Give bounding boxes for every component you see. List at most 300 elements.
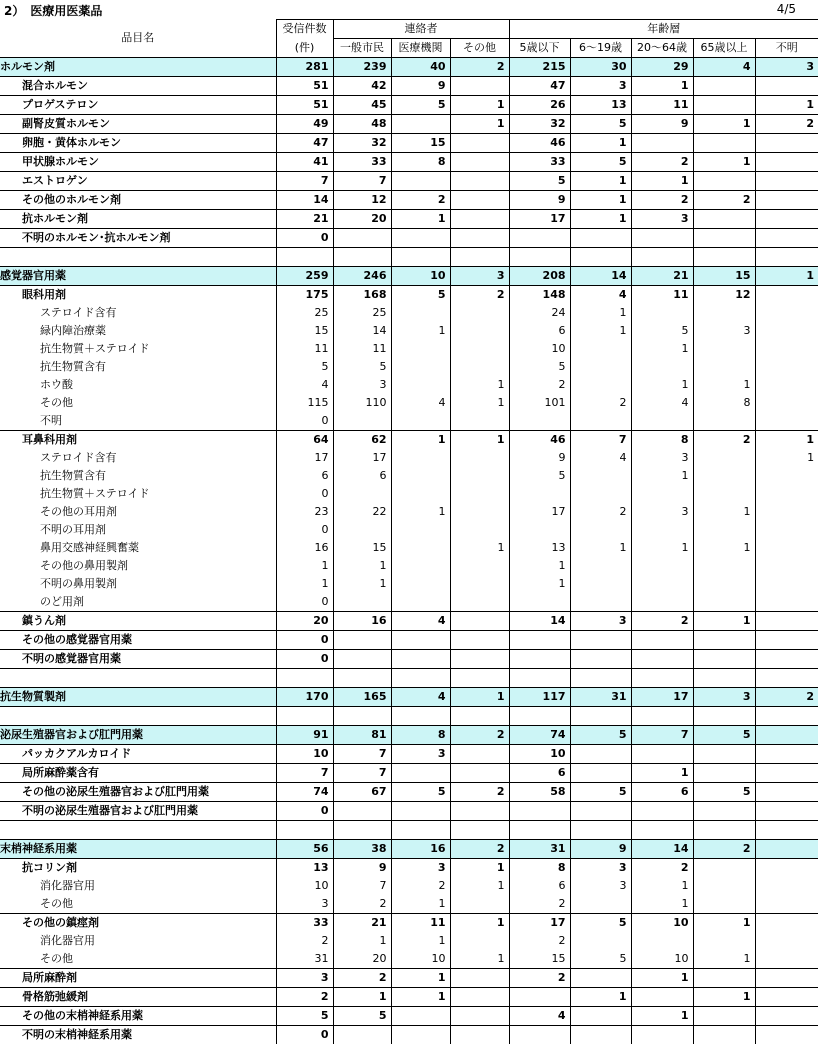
value-cell: 2 xyxy=(509,895,570,914)
empty-cell xyxy=(391,248,450,267)
value-cell xyxy=(333,802,391,821)
value-cell: 5 xyxy=(391,286,450,305)
value-cell: 1 xyxy=(391,969,450,988)
value-cell xyxy=(450,557,509,575)
value-cell: 1 xyxy=(631,969,693,988)
empty-cell xyxy=(0,248,276,267)
value-cell xyxy=(693,304,755,322)
header-col-age-20-64: 20～64歳 xyxy=(631,39,693,58)
value-cell: 0 xyxy=(276,412,333,431)
value-cell xyxy=(450,358,509,376)
value-cell: 9 xyxy=(631,115,693,134)
value-cell xyxy=(509,988,570,1007)
value-cell: 10 xyxy=(276,877,333,895)
value-cell: 1 xyxy=(570,304,631,322)
value-cell xyxy=(693,358,755,376)
value-cell: 17 xyxy=(509,210,570,229)
value-cell xyxy=(693,340,755,358)
value-cell: 4 xyxy=(570,286,631,305)
item-name-cell: 抗ホルモン剤 xyxy=(0,210,276,229)
value-cell xyxy=(570,1007,631,1026)
value-cell: 1 xyxy=(333,557,391,575)
value-cell xyxy=(333,521,391,539)
empty-cell xyxy=(570,669,631,688)
value-cell: 2 xyxy=(693,840,755,859)
item-name-cell: 泌尿生殖器官および肛門用薬 xyxy=(0,726,276,745)
item-name-cell: 眼科用剤 xyxy=(0,286,276,305)
spacer-row xyxy=(0,707,818,726)
item-name-cell: 卵胞・黄体ホルモン xyxy=(0,134,276,153)
value-cell xyxy=(509,650,570,669)
section-title: 2） 医療用医薬品 xyxy=(4,4,103,18)
value-cell: 7 xyxy=(276,764,333,783)
value-cell: 246 xyxy=(333,267,391,286)
value-cell: 48 xyxy=(333,115,391,134)
item-name-cell: 鼻用交感神経興奮薬 xyxy=(40,541,139,554)
value-cell: 1 xyxy=(391,895,450,914)
value-cell: 4 xyxy=(693,58,755,77)
value-cell xyxy=(755,376,818,394)
value-cell xyxy=(391,764,450,783)
value-cell: 5 xyxy=(276,358,333,376)
value-cell xyxy=(450,745,509,764)
value-cell xyxy=(570,895,631,914)
item-name-cell: ホウ酸 xyxy=(40,378,73,391)
value-cell: 58 xyxy=(509,783,570,802)
value-cell: 5 xyxy=(391,783,450,802)
value-cell: 4 xyxy=(391,688,450,707)
value-cell: 2 xyxy=(631,191,693,210)
value-cell xyxy=(333,1026,391,1045)
value-cell: 7 xyxy=(276,172,333,191)
table-row xyxy=(0,575,818,593)
value-cell: 1 xyxy=(570,210,631,229)
item-name-cell: その他の鎮痙剤 xyxy=(0,914,276,933)
value-cell xyxy=(631,650,693,669)
item-name-cell: 不明のホルモン･抗ホルモン剤 xyxy=(0,229,276,248)
item-name-cell: 耳鼻科用剤 xyxy=(0,431,276,450)
value-cell: 1 xyxy=(631,877,693,895)
value-cell xyxy=(450,153,509,172)
item-name-cell: 感覚器官用薬 xyxy=(0,267,276,286)
value-cell: 1 xyxy=(333,932,391,950)
spacer-row xyxy=(0,669,818,688)
value-cell: 101 xyxy=(509,394,570,412)
value-cell: 1 xyxy=(391,431,450,450)
value-cell: 7 xyxy=(631,726,693,745)
value-cell xyxy=(631,304,693,322)
value-cell xyxy=(391,172,450,191)
item-name-cell: 甲状腺ホルモン xyxy=(0,153,276,172)
value-cell: 5 xyxy=(570,153,631,172)
value-cell xyxy=(693,593,755,612)
value-cell: 5 xyxy=(391,96,450,115)
table-row xyxy=(0,449,818,467)
empty-cell xyxy=(391,821,450,840)
table-row xyxy=(0,77,818,96)
category-row xyxy=(0,688,818,707)
value-cell: 0 xyxy=(276,1026,333,1045)
value-cell xyxy=(693,631,755,650)
value-cell: 16 xyxy=(276,539,333,557)
value-cell: 6 xyxy=(509,877,570,895)
value-cell: 5 xyxy=(693,726,755,745)
value-cell: 2 xyxy=(333,895,391,914)
item-name-cell: その他の末梢神経系用薬 xyxy=(0,1007,276,1026)
item-name-cell: その他の感覚器官用薬 xyxy=(0,631,276,650)
table-row xyxy=(0,783,818,802)
value-cell: 15 xyxy=(693,267,755,286)
value-cell: 14 xyxy=(333,322,391,340)
value-cell: 175 xyxy=(276,286,333,305)
table-row xyxy=(0,557,818,575)
value-cell xyxy=(391,575,450,593)
value-cell xyxy=(755,172,818,191)
empty-cell xyxy=(450,248,509,267)
empty-cell xyxy=(509,821,570,840)
value-cell xyxy=(570,764,631,783)
value-cell xyxy=(631,358,693,376)
item-name-cell: エストロゲン xyxy=(0,172,276,191)
value-cell: 74 xyxy=(276,783,333,802)
value-cell xyxy=(693,895,755,914)
value-cell: 9 xyxy=(391,77,450,96)
value-cell: 1 xyxy=(693,612,755,631)
empty-cell xyxy=(0,707,276,726)
value-cell xyxy=(391,467,450,485)
value-cell xyxy=(755,485,818,503)
value-cell xyxy=(631,988,693,1007)
value-cell xyxy=(333,593,391,612)
table-row xyxy=(0,914,818,933)
value-cell: 47 xyxy=(509,77,570,96)
value-cell: 4 xyxy=(391,394,450,412)
value-cell: 1 xyxy=(333,988,391,1007)
header-contact: 連絡者 xyxy=(333,20,509,39)
value-cell xyxy=(631,557,693,575)
value-cell xyxy=(450,340,509,358)
item-name-cell: ステロイド含有 xyxy=(40,306,117,319)
item-name-cell: 不明の泌尿生殖器官および肛門用薬 xyxy=(0,802,276,821)
value-cell xyxy=(450,322,509,340)
table-row xyxy=(0,745,818,764)
value-cell: 26 xyxy=(509,96,570,115)
value-cell: 5 xyxy=(509,467,570,485)
value-cell xyxy=(693,467,755,485)
value-cell: 64 xyxy=(276,431,333,450)
value-cell: 15 xyxy=(509,950,570,969)
value-cell: 2 xyxy=(570,394,631,412)
value-cell: 31 xyxy=(276,950,333,969)
value-cell xyxy=(755,631,818,650)
value-cell xyxy=(450,172,509,191)
value-cell: 10 xyxy=(631,914,693,933)
value-cell xyxy=(333,229,391,248)
value-cell xyxy=(391,358,450,376)
item-name-cell: 不明の感覚器官用薬 xyxy=(0,650,276,669)
table-row xyxy=(0,229,818,248)
value-cell: 13 xyxy=(570,96,631,115)
table-row xyxy=(0,802,818,821)
value-cell: 1 xyxy=(693,914,755,933)
header-col-age-65: 65歳以上 xyxy=(693,39,755,58)
value-cell xyxy=(450,895,509,914)
table-row xyxy=(0,969,818,988)
value-cell xyxy=(570,412,631,431)
value-cell: 9 xyxy=(509,191,570,210)
value-cell xyxy=(693,969,755,988)
value-cell xyxy=(450,593,509,612)
value-cell xyxy=(391,539,450,557)
value-cell: 5 xyxy=(509,358,570,376)
value-cell xyxy=(450,802,509,821)
value-cell: 1 xyxy=(276,575,333,593)
value-cell: 5 xyxy=(631,322,693,340)
table-row xyxy=(0,764,818,783)
value-cell xyxy=(693,172,755,191)
empty-cell xyxy=(693,821,755,840)
value-cell xyxy=(509,485,570,503)
value-cell: 1 xyxy=(693,115,755,134)
value-cell: 38 xyxy=(333,840,391,859)
item-name-cell: 局所麻酔薬含有 xyxy=(0,764,276,783)
value-cell: 1 xyxy=(570,172,631,191)
table-header xyxy=(0,20,818,58)
value-cell xyxy=(755,394,818,412)
value-cell: 10 xyxy=(391,267,450,286)
value-cell xyxy=(509,1026,570,1045)
value-cell xyxy=(755,77,818,96)
value-cell: 3 xyxy=(570,877,631,895)
value-cell: 4 xyxy=(509,1007,570,1026)
value-cell: 3 xyxy=(450,267,509,286)
value-cell: 45 xyxy=(333,96,391,115)
item-name-cell: その他 xyxy=(40,396,73,409)
value-cell: 17 xyxy=(509,914,570,933)
table-row xyxy=(0,304,818,322)
value-cell: 1 xyxy=(450,115,509,134)
table-row xyxy=(0,988,818,1007)
value-cell: 16 xyxy=(333,612,391,631)
value-cell: 7 xyxy=(333,745,391,764)
value-cell: 1 xyxy=(693,539,755,557)
value-cell: 31 xyxy=(509,840,570,859)
table-row xyxy=(0,172,818,191)
empty-cell xyxy=(276,669,333,688)
value-cell: 3 xyxy=(570,77,631,96)
table-row xyxy=(0,539,818,557)
header-col-other: その他 xyxy=(450,39,509,58)
value-cell: 2 xyxy=(391,191,450,210)
empty-cell xyxy=(333,707,391,726)
value-cell xyxy=(693,745,755,764)
value-cell xyxy=(450,521,509,539)
value-cell xyxy=(450,134,509,153)
value-cell: 8 xyxy=(631,431,693,450)
value-cell: 1 xyxy=(509,575,570,593)
empty-cell xyxy=(509,707,570,726)
header-received: 受信件数 xyxy=(276,20,333,39)
value-cell xyxy=(450,191,509,210)
value-cell xyxy=(570,593,631,612)
value-cell xyxy=(631,521,693,539)
value-cell: 2 xyxy=(391,877,450,895)
value-cell: 9 xyxy=(570,840,631,859)
item-name-cell: 不明 xyxy=(40,414,62,427)
value-cell: 3 xyxy=(391,859,450,878)
value-cell xyxy=(570,485,631,503)
value-cell xyxy=(755,557,818,575)
value-cell xyxy=(755,412,818,431)
value-cell: 3 xyxy=(276,895,333,914)
value-cell: 10 xyxy=(276,745,333,764)
empty-cell xyxy=(693,707,755,726)
value-cell: 14 xyxy=(509,612,570,631)
value-cell: 3 xyxy=(570,612,631,631)
value-cell xyxy=(570,932,631,950)
value-cell xyxy=(570,229,631,248)
value-cell xyxy=(755,840,818,859)
item-name-cell: 局所麻酔剤 xyxy=(0,969,276,988)
empty-cell xyxy=(333,821,391,840)
table-row xyxy=(0,153,818,172)
value-cell: 9 xyxy=(333,859,391,878)
value-cell: 3 xyxy=(693,322,755,340)
table-row xyxy=(0,950,818,969)
value-cell xyxy=(631,485,693,503)
value-cell xyxy=(450,764,509,783)
value-cell: 208 xyxy=(509,267,570,286)
value-cell xyxy=(755,229,818,248)
header-age: 年齢層 xyxy=(509,20,818,39)
value-cell: 8 xyxy=(391,726,450,745)
value-cell: 1 xyxy=(570,134,631,153)
table-row xyxy=(0,631,818,650)
value-cell xyxy=(333,631,391,650)
value-cell: 1 xyxy=(693,950,755,969)
empty-cell xyxy=(755,248,818,267)
value-cell xyxy=(755,467,818,485)
value-cell: 11 xyxy=(631,96,693,115)
table-row xyxy=(0,650,818,669)
value-cell xyxy=(755,895,818,914)
value-cell: 2 xyxy=(631,153,693,172)
value-cell xyxy=(755,650,818,669)
value-cell xyxy=(755,969,818,988)
value-cell: 1 xyxy=(570,191,631,210)
value-cell: 1 xyxy=(631,539,693,557)
table-row xyxy=(0,503,818,521)
value-cell: 3 xyxy=(333,376,391,394)
value-cell: 2 xyxy=(450,840,509,859)
value-cell xyxy=(693,134,755,153)
value-cell xyxy=(693,485,755,503)
value-cell: 21 xyxy=(631,267,693,286)
empty-cell xyxy=(450,821,509,840)
value-cell: 49 xyxy=(276,115,333,134)
value-cell: 1 xyxy=(631,895,693,914)
table-row xyxy=(0,932,818,950)
item-name-cell: のど用剤 xyxy=(40,595,84,608)
value-cell: 1 xyxy=(631,376,693,394)
value-cell xyxy=(755,859,818,878)
empty-cell xyxy=(0,669,276,688)
value-cell: 5 xyxy=(570,783,631,802)
value-cell: 2 xyxy=(693,431,755,450)
value-cell: 17 xyxy=(631,688,693,707)
value-cell: 3 xyxy=(276,969,333,988)
empty-cell xyxy=(276,248,333,267)
value-cell: 8 xyxy=(509,859,570,878)
value-cell: 0 xyxy=(276,485,333,503)
value-cell xyxy=(450,969,509,988)
value-cell: 5 xyxy=(693,783,755,802)
table-row xyxy=(0,895,818,914)
value-cell xyxy=(570,521,631,539)
empty-cell xyxy=(391,707,450,726)
value-cell xyxy=(755,1007,818,1026)
value-cell: 16 xyxy=(391,840,450,859)
item-name-cell: その他 xyxy=(40,952,73,965)
value-cell: 11 xyxy=(391,914,450,933)
value-cell xyxy=(450,210,509,229)
value-cell xyxy=(570,575,631,593)
value-cell: 2 xyxy=(450,58,509,77)
value-cell xyxy=(631,802,693,821)
value-cell xyxy=(693,77,755,96)
value-cell: 1 xyxy=(450,914,509,933)
value-cell xyxy=(631,412,693,431)
value-cell: 2 xyxy=(693,191,755,210)
value-cell: 1 xyxy=(631,340,693,358)
value-cell xyxy=(391,304,450,322)
value-cell: 17 xyxy=(276,449,333,467)
value-cell: 165 xyxy=(333,688,391,707)
empty-cell xyxy=(391,669,450,688)
value-cell: 1 xyxy=(693,153,755,172)
value-cell xyxy=(509,412,570,431)
value-cell: 4 xyxy=(570,449,631,467)
value-cell xyxy=(570,650,631,669)
value-cell xyxy=(509,631,570,650)
empty-cell xyxy=(509,669,570,688)
value-cell: 33 xyxy=(276,914,333,933)
value-cell xyxy=(693,802,755,821)
value-cell: 7 xyxy=(333,764,391,783)
value-cell: 0 xyxy=(276,593,333,612)
value-cell: 14 xyxy=(631,840,693,859)
value-cell: 1 xyxy=(693,376,755,394)
value-cell: 1 xyxy=(391,210,450,229)
value-cell xyxy=(755,764,818,783)
value-cell: 11 xyxy=(631,286,693,305)
table-row xyxy=(0,521,818,539)
value-cell xyxy=(391,521,450,539)
value-cell: 1 xyxy=(450,877,509,895)
value-cell: 74 xyxy=(509,726,570,745)
value-cell xyxy=(693,764,755,783)
value-cell xyxy=(570,1026,631,1045)
table-row xyxy=(0,322,818,340)
value-cell xyxy=(391,593,450,612)
value-cell xyxy=(391,340,450,358)
value-cell: 7 xyxy=(570,431,631,450)
value-cell: 1 xyxy=(391,322,450,340)
value-cell xyxy=(570,358,631,376)
value-cell: 62 xyxy=(333,431,391,450)
value-cell xyxy=(693,229,755,248)
value-cell: 1 xyxy=(450,96,509,115)
